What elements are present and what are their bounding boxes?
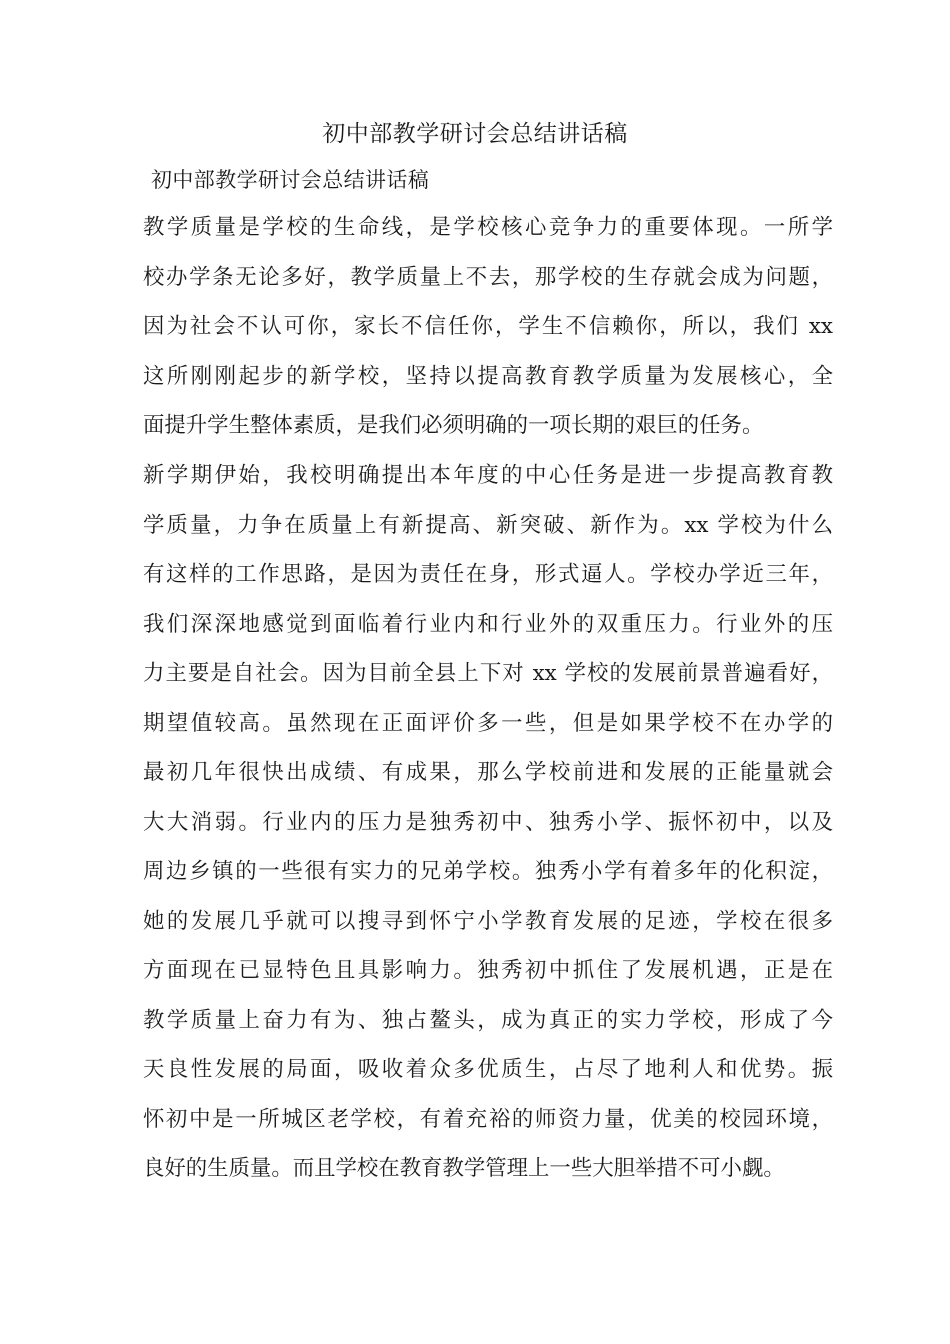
document-subtitle: 初中部教学研讨会总结讲话稿	[151, 168, 430, 192]
text-line: 我们深深地感觉到面临着行业内和行业外的双重压力。行业外的压	[143, 611, 833, 637]
text-line: 力主要是自社会。因为目前全县上下对 xx 学校的发展前景普遍看好，	[143, 661, 833, 686]
text-line: 面提升学生整体素质，是我们必须明确的一项长期的艰巨的任务。	[143, 413, 764, 438]
document-title: 初中部教学研讨会总结讲话稿	[322, 121, 628, 147]
text-line: 天良性发展的局面，吸收着众多优质生，占尽了地利人和优势。振	[143, 1057, 833, 1082]
text-line: 有这样的工作思路，是因为责任在身，形式逼人。学校办学近三年，	[143, 562, 833, 587]
paragraph-1	[143, 203, 833, 451]
text-line: 最初几年很快出成绩、有成果，那么学校前进和发展的正能量就会	[143, 760, 833, 785]
text-line: 怀初中是一所城区老学校，有着充裕的师资力量，优美的校园环境，	[143, 1106, 833, 1132]
text-line: 大大消弱。行业内的压力是独秀初中、独秀小学、振怀初中，以及	[143, 809, 833, 835]
text-line: 期望值较高。虽然现在正面评价多一些，但是如果学校不在办学的	[143, 710, 833, 736]
text-line: 教学质量是学校的生命线，是学校核心竞争力的重要体现。一所学	[143, 215, 833, 240]
text-line: 这所刚刚起步的新学校，坚持以提高教育教学质量为发展核心，全	[143, 363, 833, 389]
paragraph-2	[143, 451, 833, 1194]
text-line: 她的发展几乎就可以搜寻到怀宁小学教育发展的足迹，学校在很多	[143, 908, 833, 934]
text-line: 教学质量上奋力有为、独占鳌头，成为真正的实力学校，形成了今	[143, 1007, 833, 1033]
text-line: 因为社会不认可你，家长不信任你，学生不信赖你，所以，我们 xx	[143, 314, 833, 339]
text-line: 方面现在已显特色且具影响力。独秀初中抓住了发展机遇，正是在	[143, 958, 833, 983]
text-line: 周边乡镇的一些很有实力的兄弟学校。独秀小学有着多年的化积淀，	[143, 859, 833, 884]
text-line: 良好的生质量。而且学校在教育教学管理上一些大胆举措不可小觑。	[143, 1156, 785, 1181]
text-line: 校办学条无论多好，教学质量上不去，那学校的生存就会成为问题，	[143, 264, 833, 290]
text-line: 新学期伊始，我校明确提出本年度的中心任务是进一步提高教育教	[143, 463, 833, 488]
text-line: 学质量，力争在质量上有新提高、新突破、新作为。xx 学校为什么	[143, 512, 833, 538]
